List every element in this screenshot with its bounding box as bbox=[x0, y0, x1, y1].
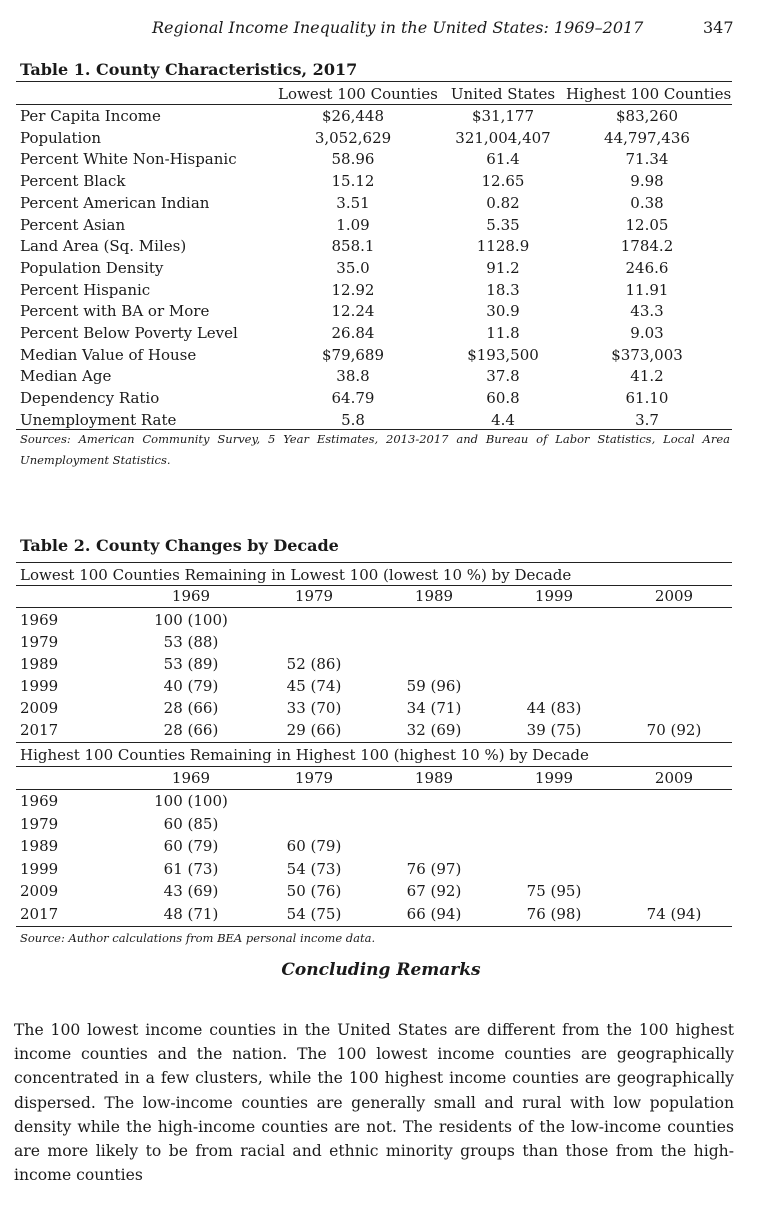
table-cell: 39 (75) bbox=[526, 721, 582, 739]
table-cell: 54 (75) bbox=[286, 904, 342, 923]
table-row bbox=[18, 366, 732, 387]
table-cell: 61 (73) bbox=[163, 859, 219, 878]
cell-highest: 3.7 bbox=[635, 410, 659, 429]
col-1969: 1969 bbox=[171, 587, 211, 605]
table-row bbox=[16, 858, 732, 880]
row-label: Percent Hispanic bbox=[20, 280, 151, 299]
table1-header-rule bbox=[16, 104, 732, 105]
highest-panel-heading: Highest 100 Counties Remaining in Highest 100 (highest 10 %) by Decade bbox=[20, 746, 589, 764]
table-row bbox=[18, 128, 732, 149]
table-row bbox=[16, 719, 732, 741]
table1-col-lowest: Lowest 100 Counties bbox=[278, 85, 438, 103]
cell-highest: 44,797,436 bbox=[604, 128, 690, 147]
table-row bbox=[18, 193, 732, 214]
row-year: 2009 bbox=[20, 699, 59, 717]
row-label: Land Area (Sq. Miles) bbox=[20, 237, 187, 256]
row-label: Population Density bbox=[20, 258, 164, 277]
cell-us: 11.8 bbox=[486, 324, 520, 342]
row-label: Unemployment Rate bbox=[20, 410, 177, 429]
table1-source-line1: Sources: American Community Survey, 5 Year Estimates, 2013-2017 and Bureau of Labor Statistics, Local Area bbox=[20, 432, 730, 446]
page-number: 347 bbox=[703, 18, 734, 37]
table-row bbox=[16, 631, 732, 653]
table-row bbox=[16, 835, 732, 857]
cell-highest: 12.05 bbox=[625, 215, 669, 234]
cell-us: 61.4 bbox=[486, 150, 520, 169]
table-cell: 44 (83) bbox=[526, 699, 582, 717]
cell-highest: 246.6 bbox=[625, 258, 669, 277]
table-cell: 60 (79) bbox=[163, 837, 219, 855]
col-1969: 1969 bbox=[171, 769, 211, 787]
running-head bbox=[0, 14, 762, 40]
cell-lowest: 858.1 bbox=[331, 237, 375, 256]
table-cell: 54 (73) bbox=[286, 859, 342, 878]
cell-highest: 9.98 bbox=[630, 172, 664, 191]
table1-col-us: United States bbox=[450, 85, 556, 103]
cell-lowest: 1.09 bbox=[336, 215, 370, 234]
row-label: Percent American Indian bbox=[20, 193, 210, 212]
table-cell: 70 (92) bbox=[646, 721, 702, 739]
table-cell: 53 (88) bbox=[163, 633, 219, 651]
col-2009: 2009 bbox=[654, 587, 694, 605]
row-year: 1999 bbox=[20, 859, 59, 878]
lowest-panel-column-headers bbox=[16, 585, 732, 607]
cell-lowest: 5.8 bbox=[341, 410, 365, 429]
row-year: 1969 bbox=[20, 792, 59, 810]
lowest-panel-header-rule bbox=[16, 607, 732, 608]
cell-us: 4.4 bbox=[491, 410, 515, 429]
cell-lowest: 3,052,629 bbox=[314, 128, 392, 147]
cell-us: 12.65 bbox=[481, 172, 525, 191]
table-cell: 33 (70) bbox=[286, 699, 342, 717]
table-cell: 76 (97) bbox=[406, 859, 462, 878]
cell-lowest: 15.12 bbox=[331, 172, 375, 191]
col-1979: 1979 bbox=[294, 769, 334, 787]
table-cell: 60 (79) bbox=[286, 837, 342, 855]
table-row bbox=[18, 106, 732, 127]
cell-lowest: 64.79 bbox=[331, 389, 375, 408]
table-cell: 50 (76) bbox=[286, 882, 342, 900]
col-1989: 1989 bbox=[414, 769, 454, 787]
col-1999: 1999 bbox=[534, 587, 574, 605]
cell-lowest: $79,689 bbox=[321, 345, 385, 364]
row-year: 1979 bbox=[20, 814, 59, 833]
cell-highest: $83,260 bbox=[615, 107, 679, 125]
row-year: 1969 bbox=[20, 611, 59, 629]
table2-source: Source: Author calculations from BEA personal income data. bbox=[20, 931, 376, 945]
cell-us: 30.9 bbox=[486, 302, 520, 321]
table-cell: 28 (66) bbox=[163, 699, 219, 717]
table-row bbox=[18, 301, 732, 322]
table-row bbox=[16, 609, 732, 631]
table-cell: 29 (66) bbox=[286, 721, 342, 739]
row-year: 1989 bbox=[20, 655, 59, 673]
cell-highest: 41.2 bbox=[630, 367, 664, 386]
table-row bbox=[18, 280, 732, 301]
table-cell: 53 (89) bbox=[163, 655, 219, 673]
table-cell: 100 (100) bbox=[154, 611, 228, 629]
body-paragraph: The 100 lowest income counties in the United States are different from the 100 highest income counties and the nation. The 100 lowest income counties are geographically concentrated in a few clusters, while the 100 highest income counties are geographically dispersed. The low-income counties are generally small and rural with low population density while the high-income counties are not. The residents of the low-income counties are more likely to be from racial and ethnic minority groups than those from the high-income counties bbox=[14, 1021, 734, 1185]
table-cell: 43 (69) bbox=[163, 882, 219, 900]
table-cell: 67 (92) bbox=[406, 882, 462, 900]
cell-highest: 1784.2 bbox=[620, 237, 674, 256]
row-label: Median Age bbox=[20, 367, 112, 386]
cell-us: 5.35 bbox=[486, 215, 520, 234]
table-cell: 76 (98) bbox=[526, 904, 582, 923]
table2-bottom-rule bbox=[16, 926, 732, 927]
col-2009: 2009 bbox=[654, 769, 694, 787]
cell-lowest: $26,448 bbox=[321, 107, 385, 125]
section-title: Concluding Remarks bbox=[281, 960, 481, 980]
row-year: 2009 bbox=[20, 882, 59, 900]
table1-col-highest: Highest 100 Counties bbox=[566, 85, 732, 103]
table-cell: 48 (71) bbox=[163, 904, 219, 923]
cell-highest: 43.3 bbox=[630, 302, 664, 321]
table-cell: 45 (74) bbox=[286, 677, 342, 695]
cell-lowest: 12.24 bbox=[331, 302, 375, 321]
row-year: 1999 bbox=[20, 677, 59, 695]
table-row bbox=[18, 323, 732, 344]
row-label: Percent Below Poverty Level bbox=[20, 324, 238, 342]
table2-top-rule bbox=[16, 562, 732, 563]
table1-source-line2: Unemployment Statistics. bbox=[20, 453, 171, 467]
table-cell: 52 (86) bbox=[286, 655, 342, 673]
table-row bbox=[18, 345, 732, 366]
table-row bbox=[18, 149, 732, 170]
cell-us: 37.8 bbox=[486, 367, 520, 386]
cell-highest: 71.34 bbox=[625, 150, 669, 169]
row-label: Percent Black bbox=[20, 172, 126, 191]
table-cell: 59 (96) bbox=[406, 677, 462, 695]
cell-lowest: 26.84 bbox=[331, 324, 375, 342]
table-row bbox=[16, 790, 732, 812]
cell-us: $193,500 bbox=[467, 345, 539, 364]
table-cell: 74 (94) bbox=[646, 904, 702, 923]
table-row bbox=[18, 388, 732, 409]
table-cell: 66 (94) bbox=[406, 904, 462, 923]
table-row bbox=[16, 675, 732, 697]
row-label: Median Value of House bbox=[20, 345, 197, 364]
cell-us: 0.82 bbox=[486, 193, 520, 212]
running-head-title: Regional Income Inequality in the United States: 1969–2017 bbox=[152, 18, 644, 37]
cell-lowest: 35.0 bbox=[336, 258, 370, 277]
table-row bbox=[18, 236, 732, 257]
cell-highest: 61.10 bbox=[625, 389, 669, 408]
table-row bbox=[18, 171, 732, 192]
cell-us: 18.3 bbox=[486, 280, 520, 299]
cell-us: 60.8 bbox=[486, 389, 520, 408]
table-cell: 100 (100) bbox=[154, 792, 228, 810]
row-year: 2017 bbox=[20, 904, 59, 923]
table-cell: 40 (79) bbox=[163, 677, 219, 695]
table-cell: 34 (71) bbox=[406, 699, 462, 717]
table-row bbox=[16, 813, 732, 835]
row-label: Percent Asian bbox=[20, 215, 126, 234]
col-1999: 1999 bbox=[534, 769, 574, 787]
cell-lowest: 12.92 bbox=[331, 280, 375, 299]
row-label: Percent White Non-Hispanic bbox=[20, 150, 237, 169]
table-row bbox=[18, 258, 732, 279]
table-cell: 32 (69) bbox=[406, 721, 462, 739]
table-row bbox=[16, 697, 732, 719]
cell-lowest: 58.96 bbox=[331, 150, 375, 169]
cell-lowest: 3.51 bbox=[336, 193, 370, 212]
table-cell: 75 (95) bbox=[526, 882, 582, 900]
table-row bbox=[18, 215, 732, 236]
cell-us: 321,004,407 bbox=[455, 128, 551, 147]
col-1989: 1989 bbox=[414, 587, 454, 605]
table-cell: 28 (66) bbox=[163, 721, 219, 739]
row-year: 2017 bbox=[20, 721, 59, 739]
cell-us: 91.2 bbox=[486, 258, 520, 277]
lowest-panel-bottom-rule bbox=[16, 742, 732, 743]
table1-caption: Table 1. County Characteristics, 2017 bbox=[20, 60, 358, 79]
cell-lowest: 38.8 bbox=[336, 367, 370, 386]
table1-header-row bbox=[18, 84, 732, 105]
row-label: Population bbox=[20, 128, 102, 147]
table1-top-rule bbox=[16, 81, 732, 82]
table-row bbox=[16, 903, 732, 925]
cell-highest: 0.38 bbox=[630, 193, 664, 212]
cell-us: 1128.9 bbox=[476, 237, 530, 256]
table-row bbox=[18, 410, 732, 431]
table-cell: 60 (85) bbox=[163, 814, 219, 833]
cell-highest: 11.91 bbox=[625, 280, 669, 299]
table-row bbox=[16, 880, 732, 902]
highest-panel-column-headers bbox=[16, 767, 732, 789]
row-label: Per Capita Income bbox=[20, 107, 161, 125]
row-year: 1989 bbox=[20, 837, 59, 855]
row-year: 1979 bbox=[20, 633, 59, 651]
col-1979: 1979 bbox=[294, 587, 334, 605]
cell-highest: 9.03 bbox=[630, 324, 664, 342]
row-label: Percent with BA or More bbox=[20, 302, 210, 321]
cell-us: $31,177 bbox=[471, 107, 535, 125]
table-row bbox=[16, 653, 732, 675]
lowest-panel-heading: Lowest 100 Counties Remaining in Lowest 100 (lowest 10 %) by Decade bbox=[20, 566, 572, 584]
cell-highest: $373,003 bbox=[611, 345, 683, 364]
row-label: Dependency Ratio bbox=[20, 389, 160, 408]
table2-caption: Table 2. County Changes by Decade bbox=[20, 536, 339, 555]
